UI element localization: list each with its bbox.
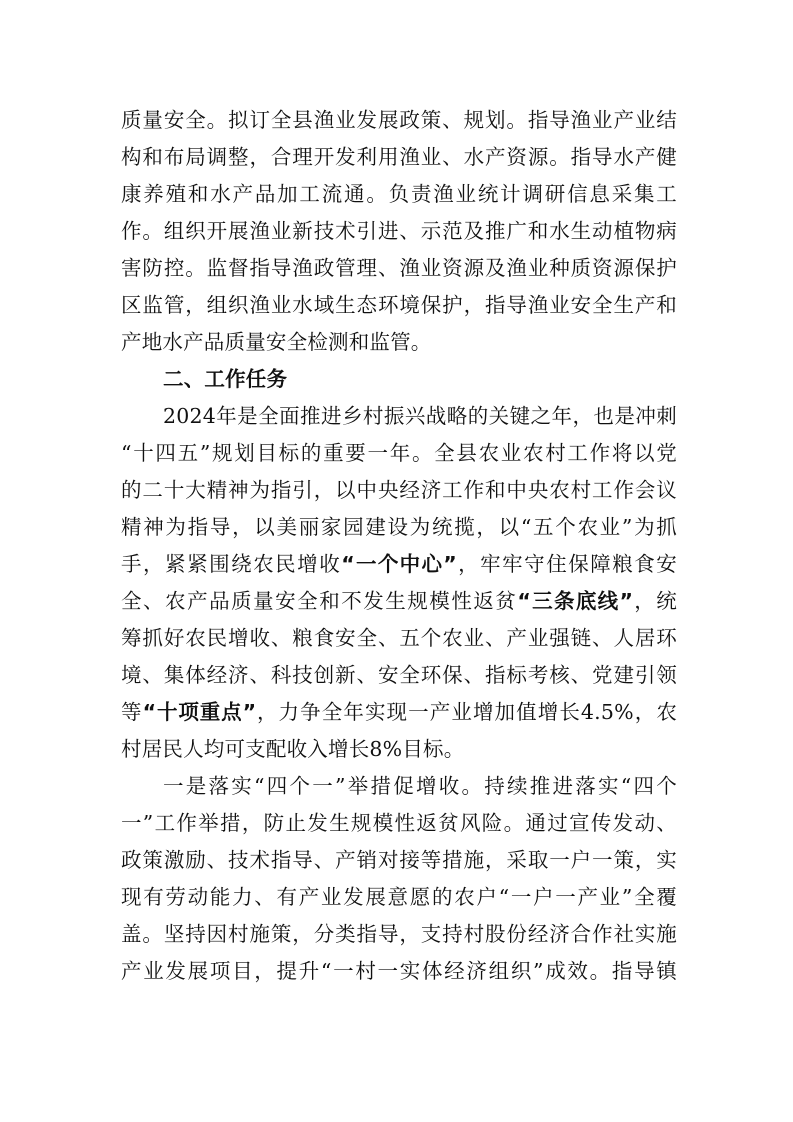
text-line: 康养殖和水产品加工流通。负责渔业统计调研信息采集工 — [121, 182, 677, 206]
text-line: 质量安全。拟订全县渔业发展政策、规划。指导渔业产业结 — [121, 108, 677, 132]
text-line: 产业发展项目，提升“一村一实体经济组织”成效。指导镇 — [121, 959, 677, 983]
text-line: 构和布局调整，合理开发利用渔业、水产资源。指导水产健 — [121, 145, 677, 169]
bold-phrase: “十项重点” — [142, 700, 257, 724]
bold-phrase: “一个中心” — [341, 552, 457, 576]
bold-phrase: “三条底线” — [517, 589, 633, 613]
text-line: 的二十大精神为指引，以中央经济工作和中央农村工作会议 — [121, 478, 677, 502]
text-line: 区监管，组织渔业水域生态环境保护，指导渔业安全生产和 — [121, 293, 677, 317]
text-segment: 手，紧紧围绕农民增收 — [121, 552, 342, 576]
text-line: 作。组织开展渔业新技术引进、示范及推广和水生动植物病 — [121, 219, 677, 243]
text-line: 境、集体经济、科技创新、安全环保、指标考核、党建引领 — [121, 663, 677, 687]
text-line: 精神为指导，以美丽家园建设为统揽，以“五个农业”为抓 — [121, 515, 677, 539]
document-body — [121, 102, 677, 990]
text-line — [121, 583, 677, 620]
text-segment: 等 — [121, 700, 143, 724]
text-line: 产地水产品质量安全检测和监管。 — [121, 330, 432, 354]
text-line — [121, 694, 677, 731]
text-line: 2024年是全面推进乡村振兴战略的关键之年，也是冲刺 — [163, 404, 677, 428]
text-segment: ，牢牢守住保障粮食安 — [456, 552, 677, 576]
text-line: 村居民人均可支配收入增长8%目标。 — [121, 737, 465, 761]
text-line: “十四五”规划目标的重要一年。全县农业农村工作将以党 — [121, 441, 677, 465]
text-line: 害防控。监督指导渔政管理、渔业资源及渔业种质资源保护 — [121, 256, 677, 280]
text-line: 盖。坚持因村施策，分类指导，支持村股份经济合作社实施 — [121, 922, 677, 946]
text-line: 政策激励、技术指导、产销对接等措施，采取一户一策，实 — [121, 848, 677, 872]
text-line: 筹抓好农民增收、粮食安全、五个农业、产业强链、人居环 — [121, 626, 677, 650]
text-segment: 全、农产品质量安全和不发生规模性返贫 — [121, 589, 518, 613]
text-line: 一是落实“四个一”举措促增收。持续推进落实“四个 — [163, 774, 677, 798]
text-line: 现有劳动能力、有产业发展意愿的农户“一户一产业”全覆 — [121, 885, 677, 909]
text-line — [121, 546, 677, 583]
text-segment: ，力争全年实现一产业增加值增长4.5%，农 — [256, 700, 677, 724]
text-segment: ，统 — [632, 589, 677, 613]
text-line: 一”工作举措，防止发生规模性返贫风险。通过宣传发动、 — [121, 811, 677, 835]
section-heading: 二、工作任务 — [163, 367, 288, 391]
